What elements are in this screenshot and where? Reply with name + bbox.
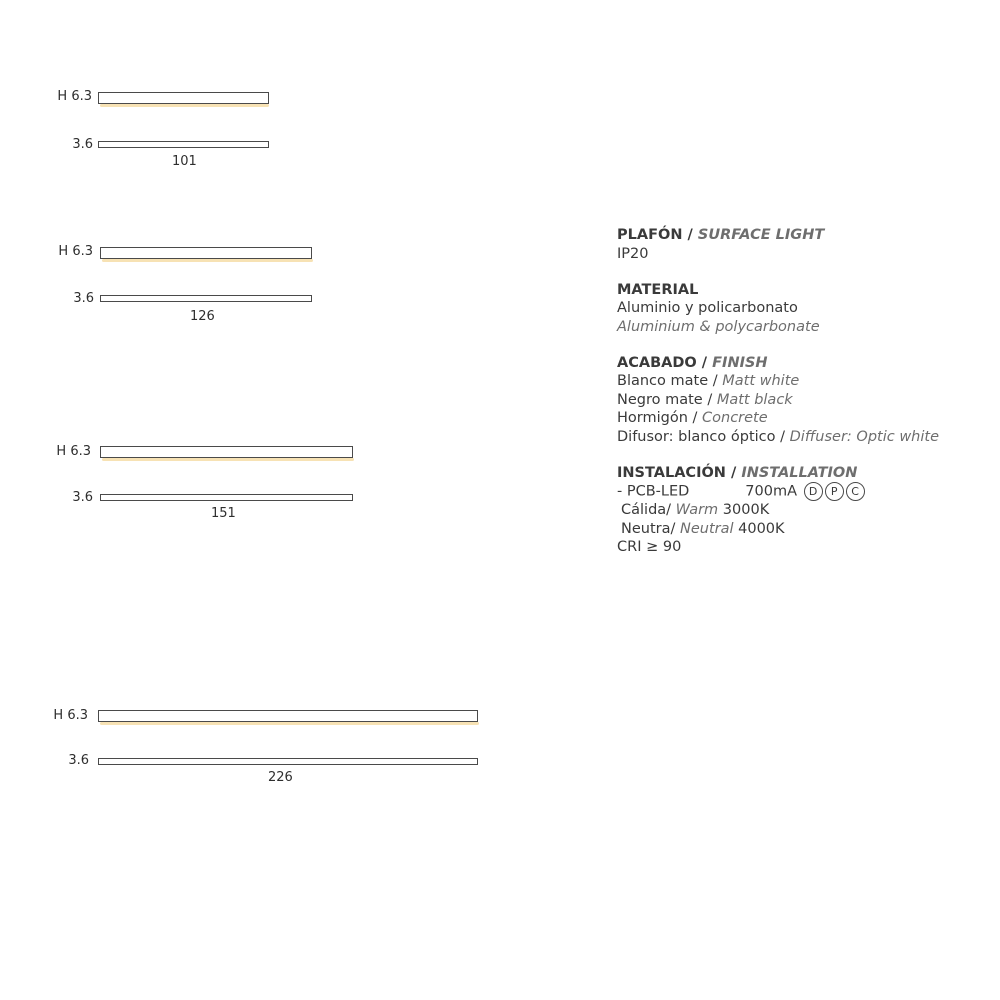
finish-es: Blanco mate	[617, 373, 709, 389]
installation-title-es: INSTALACIÓN	[617, 464, 726, 481]
material-section	[617, 281, 987, 337]
finish-sep: /	[696, 354, 713, 371]
light-glow	[100, 722, 479, 725]
depth-label: 3.6	[68, 753, 89, 768]
led-current: 700mA	[745, 483, 798, 500]
top-view-bar	[100, 494, 353, 501]
specifications	[617, 226, 987, 574]
dimmable-d-icon: D	[804, 482, 823, 501]
finish-item	[617, 391, 987, 410]
depth-label: 3.6	[72, 137, 93, 152]
finish-en: Matt black	[716, 391, 793, 408]
installation-title-en: INSTALLATION	[741, 464, 858, 481]
finish-sep: /	[775, 428, 790, 445]
installation-section	[617, 464, 987, 557]
material-heading: MATERIAL	[617, 281, 699, 298]
side-view-bar	[98, 710, 478, 722]
finish-title-en: FINISH	[712, 354, 768, 371]
depth-label: 3.6	[72, 490, 93, 505]
top-view-bar	[98, 141, 269, 148]
finish-en: Matt white	[722, 373, 800, 389]
light-glow	[100, 104, 269, 107]
finish-item	[617, 372, 987, 391]
neutral-line	[617, 520, 987, 539]
length-label: 226	[268, 770, 293, 785]
warm-es: Cálida/	[621, 502, 672, 518]
finish-item	[617, 409, 987, 428]
warm-en: Warm	[675, 502, 719, 518]
finish-es: Hormigón	[617, 410, 688, 426]
side-view-bar	[100, 446, 353, 458]
length-label: 126	[190, 309, 215, 324]
finish-item	[617, 428, 987, 447]
led-source-line	[617, 482, 987, 501]
neutral-en: Neutral	[679, 520, 734, 537]
type-heading	[617, 226, 987, 245]
neutral-k: 4000K	[738, 520, 785, 537]
material-es: Aluminio y policarbonato	[617, 300, 798, 316]
side-view-bar	[98, 92, 269, 104]
light-glow	[102, 458, 354, 461]
type-title-en: SURFACE LIGHT	[697, 227, 825, 243]
dimmable-c-icon: C	[846, 482, 865, 501]
warm-k: 3000K	[722, 502, 770, 518]
type-title-es: PLAFÓN	[617, 227, 683, 243]
cri-line: CRI ≥ 90	[617, 539, 682, 555]
side-view-bar	[100, 247, 312, 259]
material-en: Aluminium & polycarbonate	[617, 318, 820, 335]
height-label: H 6.3	[58, 244, 93, 259]
finish-es: Difusor: blanco óptico	[617, 428, 776, 445]
finish-sep: /	[702, 391, 717, 408]
light-glow	[102, 259, 313, 262]
warm-line	[617, 501, 987, 520]
finish-section	[617, 354, 987, 447]
installation-heading	[617, 464, 987, 483]
height-label: H 6.3	[56, 444, 91, 459]
type-section	[617, 226, 987, 263]
finish-title-es: ACABADO	[617, 354, 697, 371]
installation-sep: /	[725, 464, 742, 481]
finish-sep: /	[708, 373, 723, 389]
finish-heading	[617, 354, 987, 373]
dimmable-p-icon: P	[825, 482, 844, 501]
depth-label: 3.6	[73, 291, 94, 306]
finish-en: Concrete	[702, 410, 768, 426]
length-label: 151	[211, 506, 236, 521]
top-view-bar	[100, 295, 312, 302]
top-view-bar	[98, 758, 478, 765]
finish-es: Negro mate	[617, 391, 703, 408]
ip-rating: IP20	[617, 245, 649, 262]
neutral-es: Neutra/	[621, 520, 676, 537]
height-label: H 6.3	[53, 708, 88, 723]
finish-sep: /	[687, 410, 703, 426]
led-source: - PCB-LED	[617, 483, 690, 500]
type-sep: /	[682, 227, 698, 243]
finish-en: Diffuser: Optic white	[789, 428, 940, 445]
length-label: 101	[172, 154, 197, 169]
height-label: H 6.3	[57, 89, 92, 104]
